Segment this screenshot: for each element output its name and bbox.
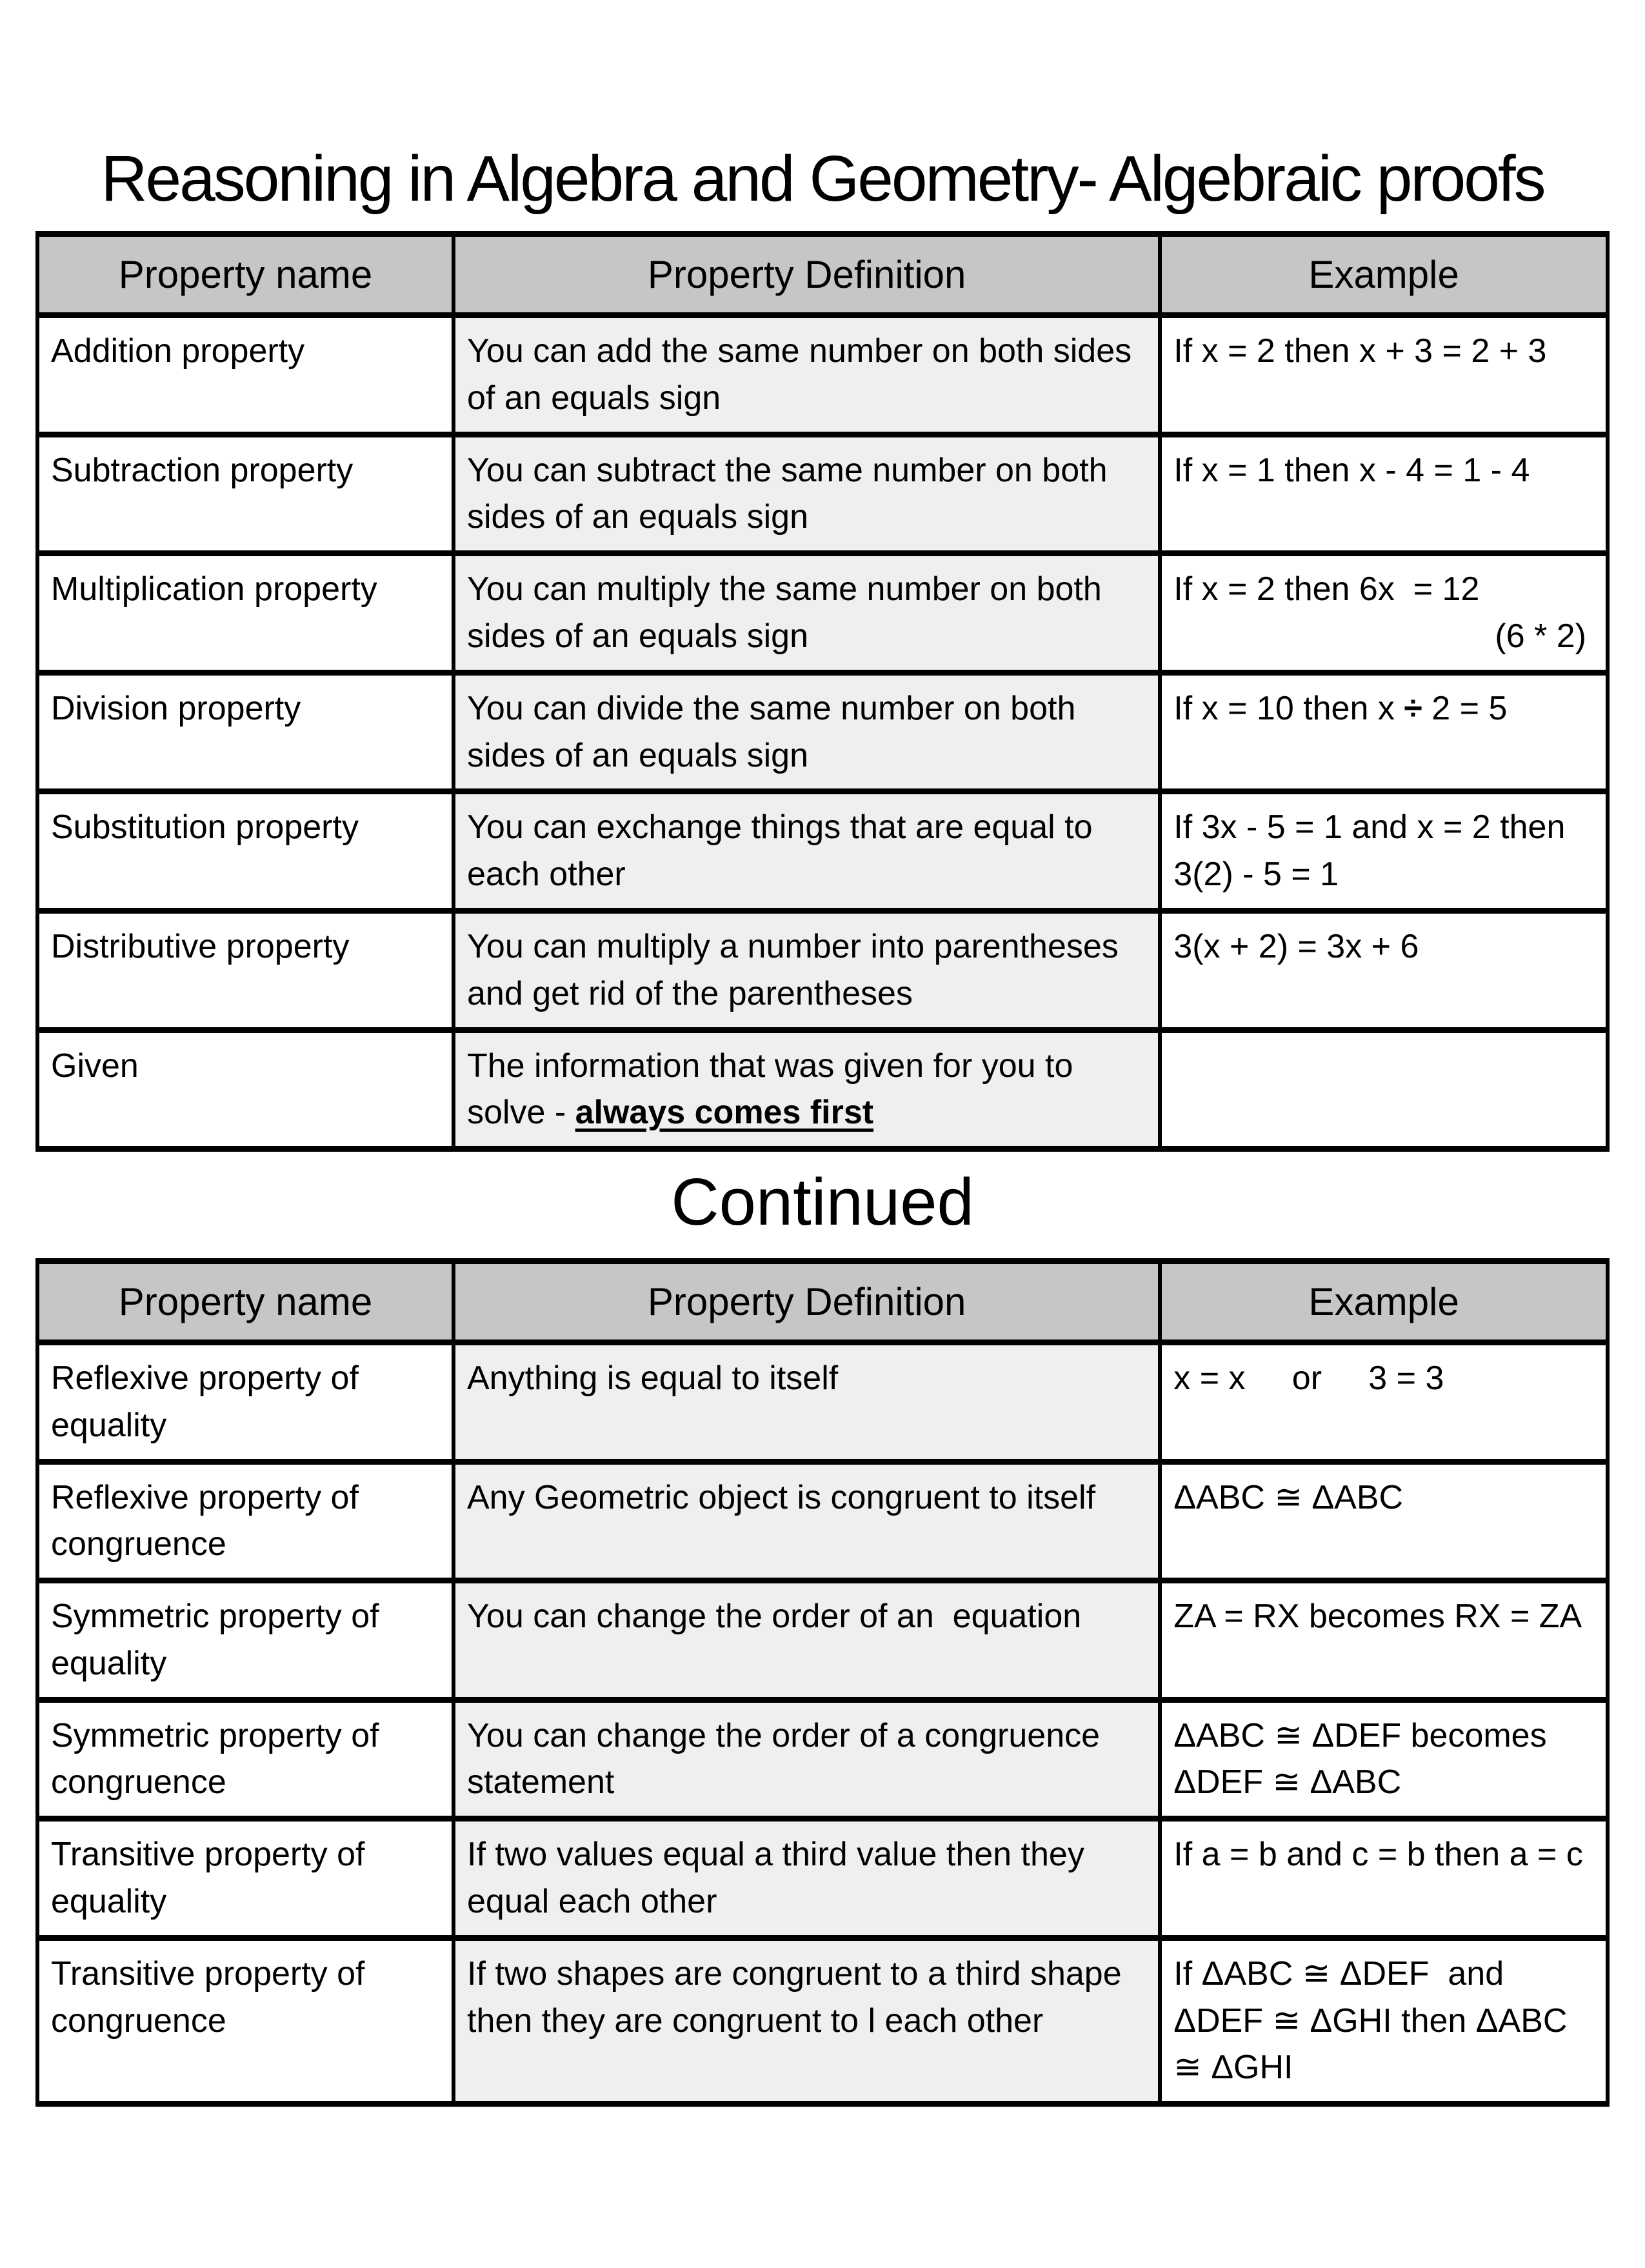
- text-run: If two shapes are congruent to a third shape then they are congruent to l each other: [467, 1954, 1132, 2040]
- algebraic-proofs-table: [35, 231, 1610, 1152]
- example-cell: [1160, 1938, 1608, 2103]
- property-definition-cell: [454, 910, 1160, 1030]
- table-row: [37, 1700, 1608, 1819]
- property-definition-cell: [454, 554, 1160, 673]
- header-row: [37, 1261, 1608, 1342]
- header-row: [37, 234, 1608, 316]
- text-run: You can multiply a number into parentheses and get rid of the parentheses: [467, 927, 1128, 1012]
- property-definition-cell: [454, 1938, 1160, 2103]
- text-run: If x = 2 then x + 3 = 2 + 3: [1173, 332, 1547, 370]
- text-run: You can divide the same number on both sides of an equals sign: [467, 689, 1085, 774]
- text-run: Anything is equal to itself: [467, 1359, 839, 1397]
- example-cell: [1160, 1819, 1608, 1938]
- table-row: [37, 792, 1608, 911]
- text-run: 3(x + 2) = 3x + 6: [1173, 927, 1419, 965]
- property-definition-cell: [454, 792, 1160, 911]
- text-run: You can multiply the same number on both sides of an equals sign: [467, 570, 1112, 655]
- text-run: You can subtract the same number on both sides of an equals sign: [467, 451, 1117, 536]
- continued-heading: Continued: [671, 1165, 974, 1239]
- table-row: [37, 1938, 1608, 2103]
- property-definition-cell: [454, 1461, 1160, 1581]
- property-name-cell: Addition property: [37, 316, 454, 435]
- page-title: Reasoning in Algebra and Geometry- Algebraic proofs: [101, 143, 1544, 215]
- text-run: The information that was given for you to solve -: [467, 1047, 1082, 1132]
- text-run: If two values equal a third value then they equal each other: [467, 1836, 1094, 1921]
- example-cell: [1160, 554, 1608, 673]
- property-name-cell: Symmetric property of congruence: [37, 1700, 454, 1819]
- example-cell: [1160, 1030, 1608, 1149]
- table-row: [37, 1030, 1608, 1149]
- property-name-cell: Subtraction property: [37, 434, 454, 554]
- text-run: x = x or 3 = 3: [1173, 1359, 1444, 1397]
- continued-properties-table: [35, 1258, 1610, 2107]
- worksheet-page: [0, 139, 1645, 2268]
- property-name-cell: Transitive property of congruence: [37, 1938, 454, 2103]
- text-run: always comes first: [575, 1094, 874, 1132]
- text-run: You can change the order of a congruence statement: [467, 1716, 1110, 1801]
- property-name-cell: Multiplication property: [37, 554, 454, 673]
- property-definition-cell: [454, 1581, 1160, 1700]
- text-run: ZA = RX becomes RX = ZA: [1173, 1598, 1582, 1636]
- property-definition-cell: [454, 316, 1160, 435]
- table-row: [37, 316, 1608, 435]
- text-run: If 3x - 5 = 1 and x = 2 then 3(2) - 5 = 1: [1173, 808, 1575, 894]
- column-header: Property Definition: [454, 1261, 1160, 1342]
- text-run: If a = b and c = b then a = c: [1173, 1836, 1583, 1874]
- column-header: Property Definition: [454, 234, 1160, 316]
- example-cell: [1160, 316, 1608, 435]
- table-row: [37, 554, 1608, 673]
- table-row: [37, 1342, 1608, 1461]
- text-run: 2 = 5: [1422, 689, 1508, 727]
- table-row: [37, 1461, 1608, 1581]
- property-name-cell: Reflexive property of equality: [37, 1342, 454, 1461]
- text-run: Any Geometric object is congruent to itself: [467, 1478, 1096, 1516]
- text-run: You can add the same number on both sides of an equals sign: [467, 332, 1141, 417]
- property-name-cell: Division property: [37, 672, 454, 792]
- property-definition-cell: [454, 1700, 1160, 1819]
- text-run: If x = 2 then 6x = 12: [1173, 570, 1480, 608]
- example-cell: [1160, 792, 1608, 911]
- column-header: Example: [1160, 234, 1608, 316]
- table-body: [37, 316, 1608, 1149]
- example-cell: [1160, 434, 1608, 554]
- table-header: [37, 1261, 1608, 1342]
- example-cell: [1160, 1581, 1608, 1700]
- text-run: ΔABC ≅ ΔDEF becomes ΔDEF ≅ ΔABC: [1173, 1716, 1557, 1801]
- table-row: [37, 1581, 1608, 1700]
- property-definition-cell: [454, 1030, 1160, 1149]
- example-cell: [1160, 1342, 1608, 1461]
- example-cell: [1160, 1700, 1608, 1819]
- property-name-cell: Substitution property: [37, 792, 454, 911]
- text-run: You can exchange things that are equal to each other: [467, 808, 1102, 894]
- table-header: [37, 234, 1608, 316]
- text-run: (6 * 2): [1495, 617, 1586, 655]
- property-name-cell: Transitive property of equality: [37, 1819, 454, 1938]
- text-run: You can change the order of an equation: [467, 1598, 1082, 1636]
- text-run: If ΔABC ≅ ΔDEF and ΔDEF ≅ ΔGHI then ΔABC ≅ ΔGHI: [1173, 1954, 1577, 2087]
- text-run: ÷: [1404, 689, 1422, 727]
- column-header: Property name: [37, 1261, 454, 1342]
- table-row: [37, 910, 1608, 1030]
- text-run: If x = 10 then x: [1173, 689, 1404, 727]
- text-run: If x = 1 then x - 4 = 1 - 4: [1173, 451, 1530, 489]
- table-row: [37, 672, 1608, 792]
- property-name-cell: Given: [37, 1030, 454, 1149]
- property-name-cell: Symmetric property of equality: [37, 1581, 454, 1700]
- example-cell: [1160, 1461, 1608, 1581]
- example-cell: [1160, 910, 1608, 1030]
- column-header: Example: [1160, 1261, 1608, 1342]
- property-definition-cell: [454, 434, 1160, 554]
- property-definition-cell: [454, 672, 1160, 792]
- property-definition-cell: [454, 1819, 1160, 1938]
- property-name-cell: Distributive property: [37, 910, 454, 1030]
- property-definition-cell: [454, 1342, 1160, 1461]
- example-cell: [1160, 672, 1608, 792]
- text-run: ΔABC ≅ ΔABC: [1173, 1478, 1404, 1516]
- column-header: Property name: [37, 234, 454, 316]
- table-row: [37, 1819, 1608, 1938]
- table-row: [37, 434, 1608, 554]
- table-body: [37, 1342, 1608, 2103]
- property-name-cell: Reflexive property of congruence: [37, 1461, 454, 1581]
